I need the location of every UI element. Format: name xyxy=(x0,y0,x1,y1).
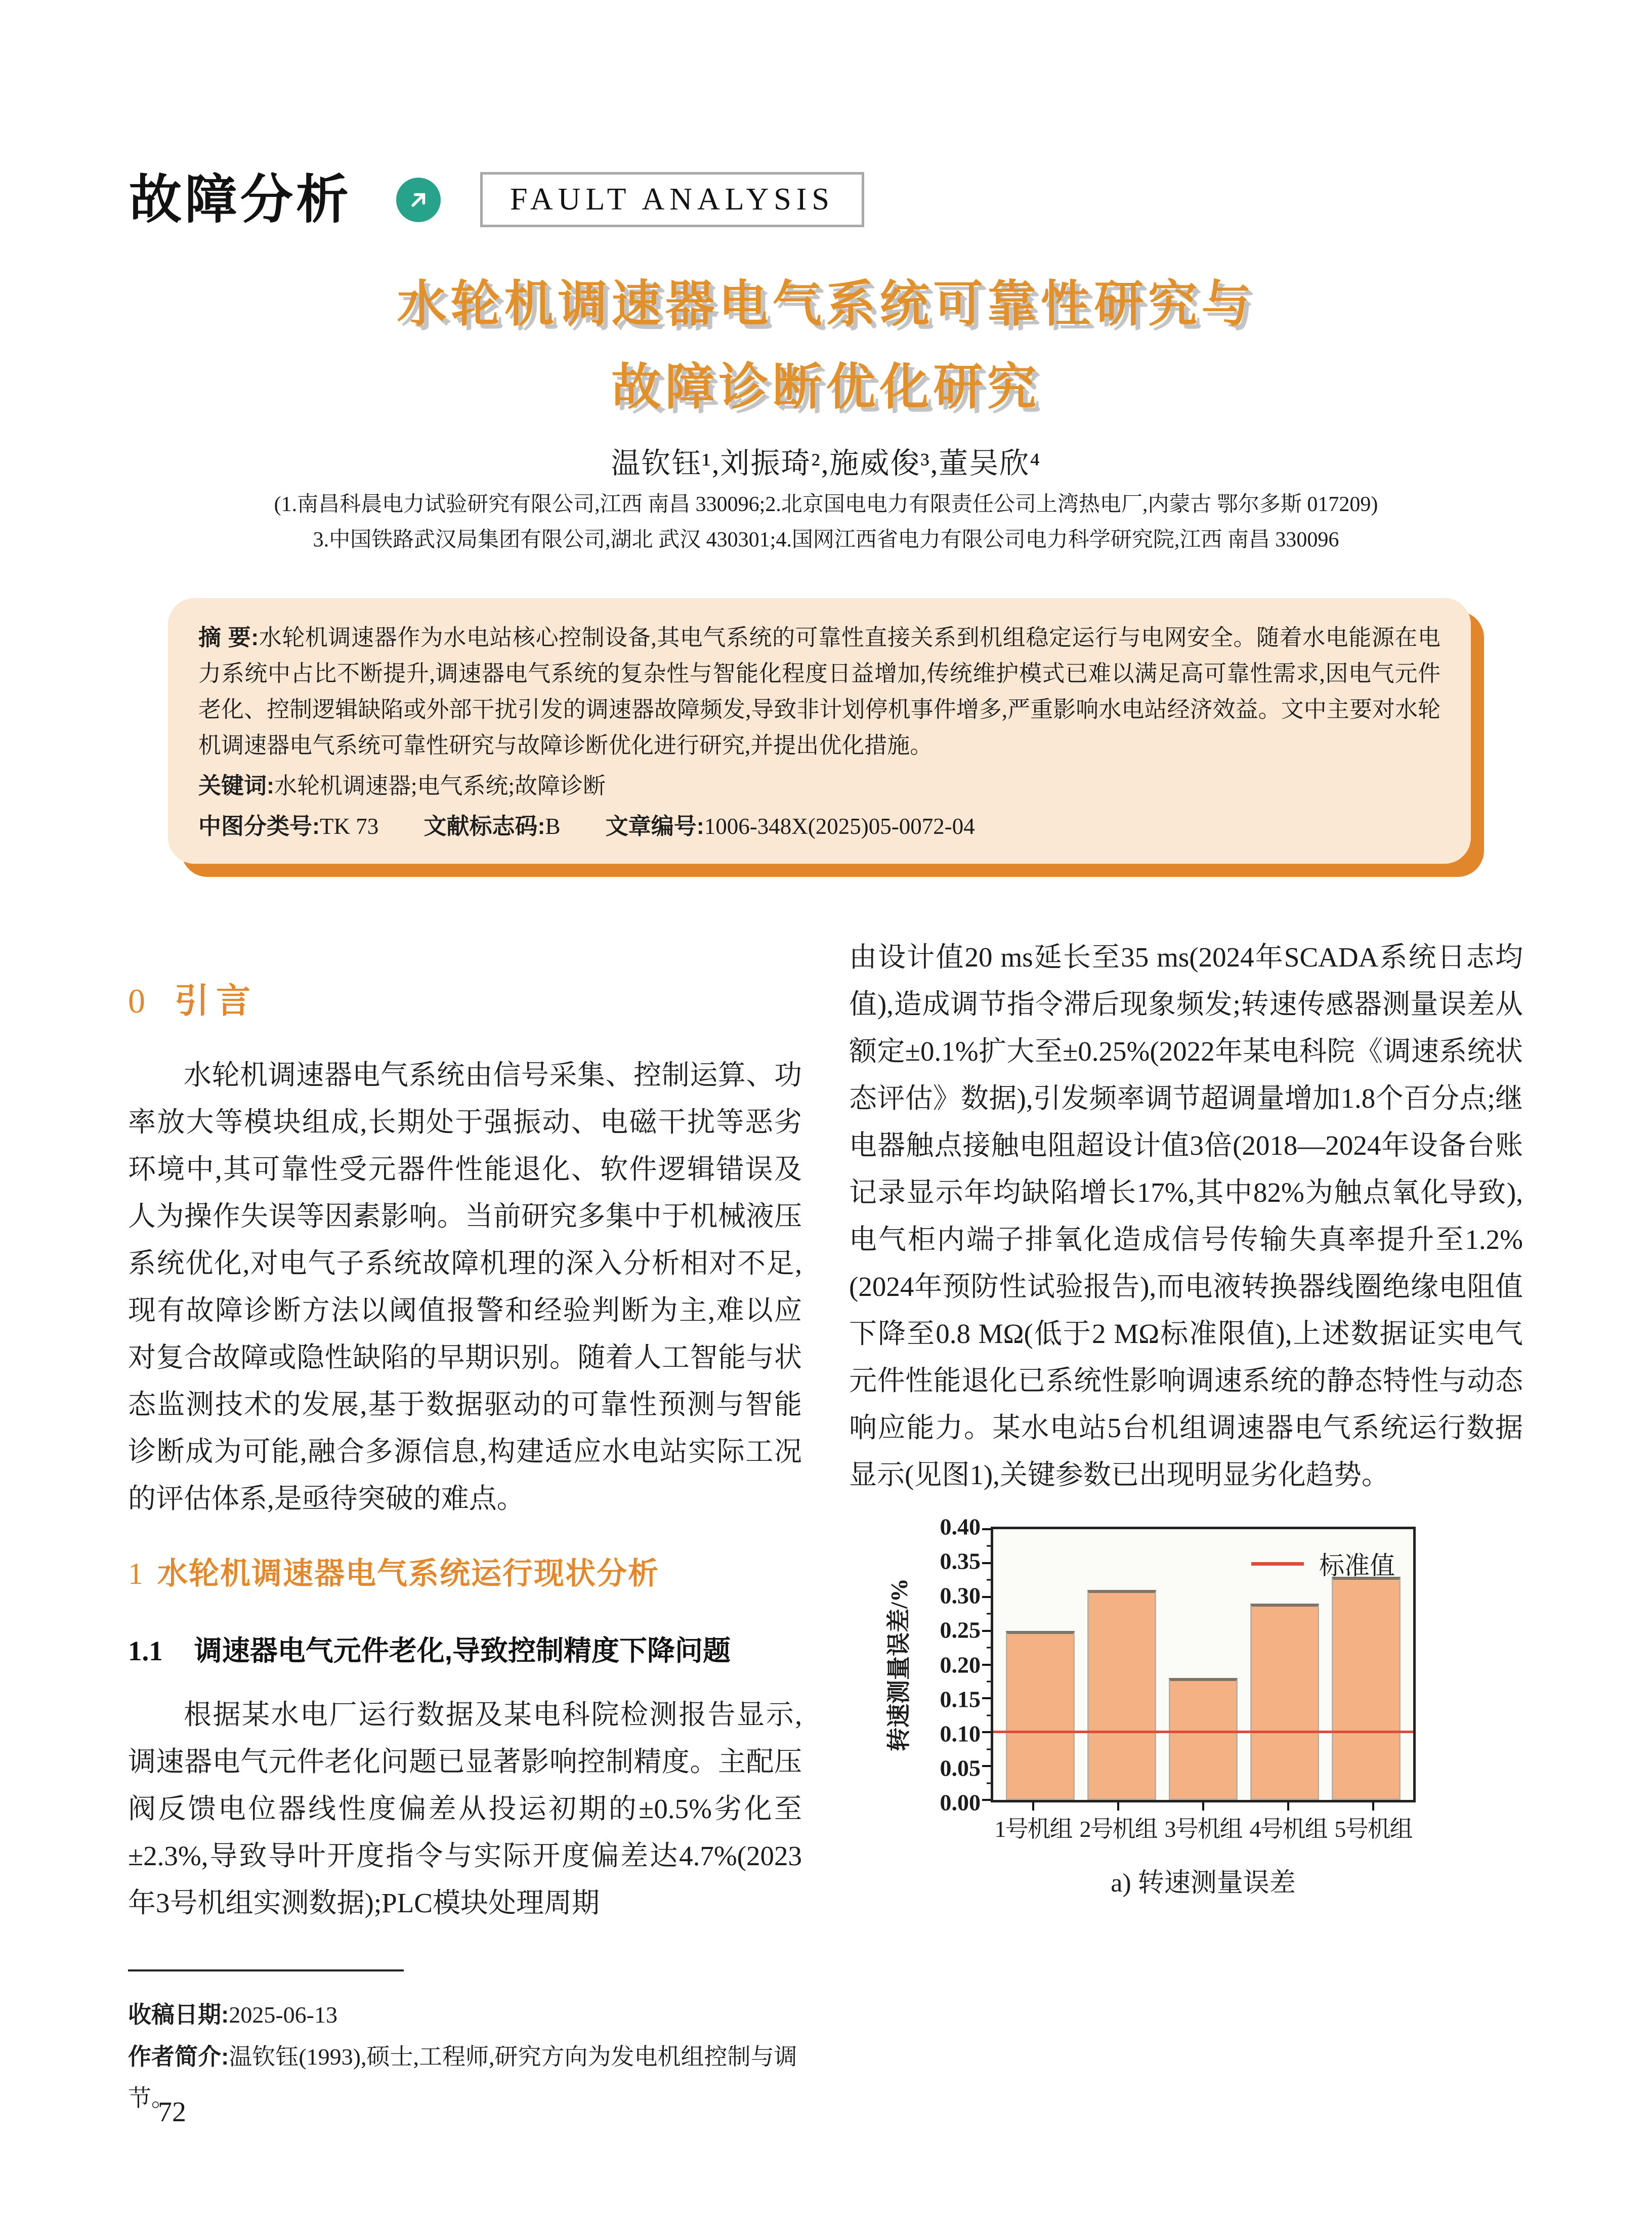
section-1-1-title: 调速器电气元件老化,导致控制精度下降问题 xyxy=(194,1635,731,1666)
x-tick-mark xyxy=(1117,1802,1119,1811)
section-0-number: 0 xyxy=(128,982,145,1020)
y-tick-label: 0.25 xyxy=(940,1617,981,1643)
section-1-1-heading xyxy=(128,1633,802,1669)
article-id-pair xyxy=(606,814,975,839)
doc-code-label: 文献标志码: xyxy=(423,813,545,839)
y-tick-label: 0.20 xyxy=(940,1652,981,1677)
section-1-number: 1 xyxy=(128,1557,143,1590)
section-0-title: 引言 xyxy=(175,982,258,1020)
y-axis-label-text: 转速测量误差/% xyxy=(886,1578,913,1751)
y-tick-label: 0.10 xyxy=(940,1720,981,1747)
y-tick-minor-mark xyxy=(987,1545,991,1547)
footnote-divider xyxy=(128,1969,404,1971)
y-tick-label: 0.40 xyxy=(940,1514,981,1540)
y-tick-mark xyxy=(982,1697,991,1699)
y-tick-mark xyxy=(982,1799,991,1801)
northeast-arrow-icon xyxy=(396,178,441,222)
clc-value: TK 73 xyxy=(320,814,379,839)
y-tick-mark xyxy=(982,1596,991,1598)
chart-y-axis-label xyxy=(879,1527,915,1802)
author-bio-value: 温钦钰(1993),硕士,工程师,研究方向为发电机组控制与调节。 xyxy=(128,2044,797,2111)
affiliations xyxy=(0,487,1652,558)
y-tick-label: 0.05 xyxy=(940,1755,981,1781)
abstract-text: 水轮机调速器作为水电站核心控制设备,其电气系统的可靠性直接关系到机组稳定运行与电网安全。随着水电能源在电力系统中占比不断提升,调速器电气系统的复杂性与智能化程度日益增加,传统维护模式已难以满足高可靠性需求,因电气元件老化、控制逻辑缺陷或外部干扰引发的调速器故障频发,导致非计划停机事件增多,严重影响水电站经济效益。文中主要对水轮机调速器电气系统可靠性研究与故障诊断优化进行研究,并提出优化措施。 xyxy=(198,625,1441,758)
article-id-label: 文章编号: xyxy=(605,813,704,839)
section-1-1-paragraph-left: 根据某水电厂运行数据及某电科院检测报告显示,调速器电气元件老化问题已显著影响控制精度。主配压阀反馈电位器线性度偏差从投运初期的±0.5%劣化至±2.3%,导致导叶开度指令与实际开度偏差达4.7%(2023年3号机组实测数据);PLC模块处理周期 xyxy=(128,1699,802,1918)
y-tick-minor-mark xyxy=(987,1681,991,1682)
x-tick-label: 4号机组 xyxy=(1249,1816,1327,1842)
author-bio-label: 作者简介: xyxy=(128,2043,229,2070)
section-1-title: 水轮机调速器电气系统运行现状分析 xyxy=(157,1557,659,1590)
affiliation-line: 3.中国铁路武汉局集团有限公司,湖北 武汉 430301;4.国网江西省电力有限公司电力科学研究院,江西 南昌 330096 xyxy=(313,528,1339,552)
chart-reference-line xyxy=(993,1731,1413,1733)
figure-caption: a) 转速测量误差 xyxy=(1111,1869,1296,1898)
y-tick-mark xyxy=(982,1664,991,1666)
doc-code-pair xyxy=(424,814,561,839)
keywords-text: 水轮机调速器;电气系统;故障诊断 xyxy=(274,773,606,799)
abstract-box xyxy=(168,598,1471,864)
doc-code-value: B xyxy=(545,814,561,839)
article-title-line2: 故障诊断优化研究 xyxy=(611,359,1041,414)
legend-label: 标准值 xyxy=(1319,1551,1395,1580)
x-tick-label: 1号机组 xyxy=(994,1816,1072,1842)
article-id-value: 1006-348X(2025)05-0072-04 xyxy=(704,814,975,839)
x-tick-mark xyxy=(1372,1802,1374,1811)
keywords-line xyxy=(198,768,1441,804)
y-tick-minor-mark xyxy=(987,1714,991,1716)
section-1-1-number: 1.1 xyxy=(128,1635,163,1666)
affiliation-line: (1.南昌科晨电力试验研究有限公司,江西 南昌 330096;2.北京国电电力有限责任公司上湾热电厂,内蒙古 鄂尔多斯 017209) xyxy=(274,493,1378,516)
received-date-label: 收稿日期: xyxy=(128,2001,229,2028)
page-number: 72 xyxy=(158,2096,186,2128)
authors-line: 温钦钰¹,刘振琦²,施威俊³,董吴欣⁴ xyxy=(611,447,1041,480)
footnote-block xyxy=(128,1969,836,2119)
y-tick-mark xyxy=(982,1528,991,1530)
x-tick-mark xyxy=(1202,1802,1204,1811)
section-1-1-paragraph-right: 由设计值20 ms延长至35 ms(2024年SCADA系统日志均值),造成调节指令滞后现象频发;转速传感器测量误差从额定±0.1%扩大至±0.25%(2022年某电科院《调速系统状态评估》数据),引发频率调节超调量增加1.8个百分点;继电器触点接触电阻超设计值3倍(2018—2024年设备台账记录显示年均缺陷增长17%,其中82%为触点氧化导致),电气柜内端子排氧化造成信号传输失真率提升至1.2%(2024年预防性试验报告),而电液转换器线圈绝缘电阻值下降至0.8 MΩ(低于2 MΩ标准限值),上述数据证实电气元件性能退化已系统性影响调速系统的静态特性与动态响应能力。某水电站5台机组调速器电气系统运行数据显示(见图1),关键参数已出现明显劣化趋势。 xyxy=(849,942,1523,1490)
arrow-glyph xyxy=(405,187,432,213)
y-tick-label: 0.00 xyxy=(940,1789,981,1816)
received-date-value: 2025-06-13 xyxy=(229,2002,337,2028)
bar xyxy=(1332,1577,1401,1800)
author-bio-line xyxy=(128,2036,836,2119)
bar-chart xyxy=(879,1514,1476,1849)
y-tick-mark xyxy=(982,1765,991,1767)
bar xyxy=(1087,1590,1156,1800)
x-tick-label: 2号机组 xyxy=(1079,1816,1157,1842)
left-column xyxy=(128,960,802,1926)
clc-pair xyxy=(198,814,378,839)
legend-line-swatch xyxy=(1251,1562,1304,1566)
y-tick-mark xyxy=(982,1731,991,1733)
y-tick-mark xyxy=(982,1562,991,1564)
bar xyxy=(1250,1604,1319,1800)
article-title xyxy=(0,262,1652,428)
chart-xtick-labels xyxy=(991,1802,1416,1849)
keywords-label: 关键词: xyxy=(198,773,274,799)
x-tick-mark xyxy=(1032,1802,1034,1811)
chart-legend xyxy=(1251,1545,1395,1582)
page-header xyxy=(129,172,864,227)
x-tick-label: 5号机组 xyxy=(1334,1816,1412,1842)
article-title-line1: 水轮机调速器电气系统可靠性研究与 xyxy=(397,276,1255,331)
meta-line xyxy=(198,808,1441,845)
clc-label: 中图分类号: xyxy=(198,813,320,839)
y-tick-minor-mark xyxy=(987,1579,991,1581)
y-tick-minor-mark xyxy=(987,1782,991,1784)
figure-1 xyxy=(879,1514,1476,1899)
x-tick-mark xyxy=(1287,1802,1289,1811)
bar xyxy=(1006,1631,1075,1800)
y-tick-label: 0.30 xyxy=(940,1582,981,1609)
bar xyxy=(1169,1678,1238,1800)
column-title-en: FAULT ANALYSIS xyxy=(480,172,864,227)
section-0-heading xyxy=(128,984,802,1018)
y-tick-label: 0.15 xyxy=(940,1686,981,1712)
right-column xyxy=(849,934,1523,1899)
chart-plot xyxy=(991,1527,1416,1802)
section-1-heading xyxy=(128,1555,802,1593)
y-tick-minor-mark xyxy=(987,1647,991,1649)
received-date-line xyxy=(128,1994,836,2036)
abstract-paragraph xyxy=(198,619,1441,764)
y-tick-minor-mark xyxy=(987,1748,991,1750)
y-tick-minor-mark xyxy=(987,1613,991,1615)
y-tick-label: 0.35 xyxy=(940,1548,981,1574)
column-title-cn: 故障分析 xyxy=(129,170,352,229)
abstract-label: 摘 要: xyxy=(198,624,259,650)
section-0-paragraph: 水轮机调速器电气系统由信号采集、控制运算、功率放大等模块组成,长期处于强振动、电磁干扰等恶劣环境中,其可靠性受元器件性能退化、软件逻辑错误及人为操作失误等因素影响。当前研究多集中于机械液压系统优化,对电气子系统故障机理的深入分析相对不足,现有故障诊断方法以阈值报警和经验判断为主,难以应对复合故障或隐性缺陷的早期识别。随着人工智能与状态监测技术的发展,基于数据驱动的可靠性预测与智能诊断成为可能,融合多源信息,构建适应水电站实际工况的评估体系,是亟待突破的难点。 xyxy=(128,1060,802,1514)
y-tick-mark xyxy=(982,1630,991,1632)
chart-ytick-labels xyxy=(915,1514,991,1816)
x-tick-label: 3号机组 xyxy=(1164,1816,1242,1842)
